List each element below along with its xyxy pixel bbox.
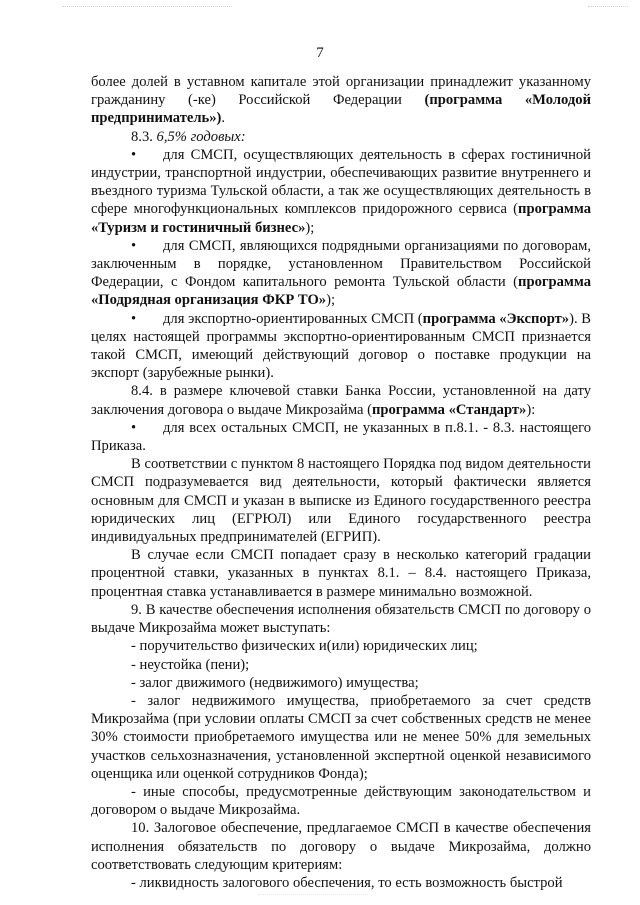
bullet-icon: • — [131, 310, 137, 327]
scan-artifact — [62, 6, 232, 9]
paragraph: 8.4. в размере ключевой ставки Банка России, установленной на дату заключения договора о выдаче Микрозайма (программа «Стандарт»): — [91, 383, 591, 418]
paragraph: 9. В качестве обеспечения исполнения обязательств СМСП по договору о выдаче Микрозайма может выступать: — [91, 601, 591, 637]
bullet-item: • для экспортно-ориентированных СМСП (программа «Экспорт»). В целях настоящей программы экспортно-ориентированным СМСП признается такой СМСП, имеющий действующий договор о поставке продукции на экспорт (зарубежные рынки). — [91, 310, 592, 382]
bullet-icon: • — [131, 237, 137, 254]
bullet-item: • для всех остальных СМСП, не указанных в п.8.1. - 8.3. настоящего Приказа. — [91, 419, 591, 455]
page-number: 7 — [316, 45, 324, 61]
paragraph: В случае если СМСП попадает сразу в несколько категорий градации процентной ставки, указанных в пунктах 8.1. – 8.4. настоящего Приказа, процентная ставка устанавливается в размере минимально возможной. — [91, 547, 591, 600]
bullet-icon: • — [131, 419, 137, 436]
scan-artifact — [588, 6, 628, 9]
document-body — [91, 73, 591, 892]
section-heading: 8.3. 6,5% годовых: — [131, 128, 246, 145]
list-item: - иные способы, предусмотренные действующим законодательством и договором о выдаче Микрозайма. — [91, 783, 591, 819]
paragraph: более долей в уставном капитале этой организации принадлежит указанному гражданину (-ке) Российской Федерации (программа «Молодой предприниматель»). — [91, 74, 591, 127]
paragraph: 10. Залоговое обеспечение, предлагаемое СМСП в качестве обеспечения исполнения обязательств по договору о выдаче Микрозайма, должно соответствовать следующим критериям: — [91, 820, 591, 873]
list-item: - ликвидность залогового обеспечения, то есть возможность быстрой — [131, 874, 563, 891]
list-item: - поручительство физических и(или) юридических лиц; — [131, 638, 478, 655]
paragraph: В соответствии с пунктом 8 настоящего Порядка под видом деятельности СМСП подразумевается вид деятельности, который фактически является основным для СМСП и указан в выписке из Единого государственного реестра юридических лиц (ЕГРЮЛ) или Единого государственного реестра индивидуальных предпринимателей (ЕГРИП). — [91, 456, 591, 546]
bullet-item: • для СМСП, осуществляющих деятельность в сферах гостиничной индустрии, транспортной индустрии, обеспечивающих развитие внутреннего и въездного туризма Тульской области, а так же осуществляющих деятельность в сфере многофункциональных комплексов придорожного сервиса (программа «Туризм и гостиничный бизнес»); — [91, 146, 591, 236]
scan-artifact — [258, 894, 368, 897]
list-item: - неустойка (пени); — [131, 656, 250, 673]
list-item: - залог недвижимого имущества, приобретаемого за счет средств Микрозайма (при условии оплаты СМСП за счет собственных средств не менее 30% стоимости приобретаемого имущества или не менее 50% для земельных участков сельхозназначения, установленной экспертной оценкой независимого оценщика или оценкой сотрудников Фонда); — [91, 692, 591, 782]
bullet-item: • для СМСП, являющихся подрядными организациями по договорам, заключенным в порядке, установленном Правительством Российской Федерации, с Фондом капитального ремонта Тульской области (программа «Подрядная организация ФКР ТО»); — [91, 237, 591, 309]
bullet-icon: • — [131, 146, 137, 163]
list-item: - залог движимого (недвижимого) имущества; — [131, 674, 419, 691]
